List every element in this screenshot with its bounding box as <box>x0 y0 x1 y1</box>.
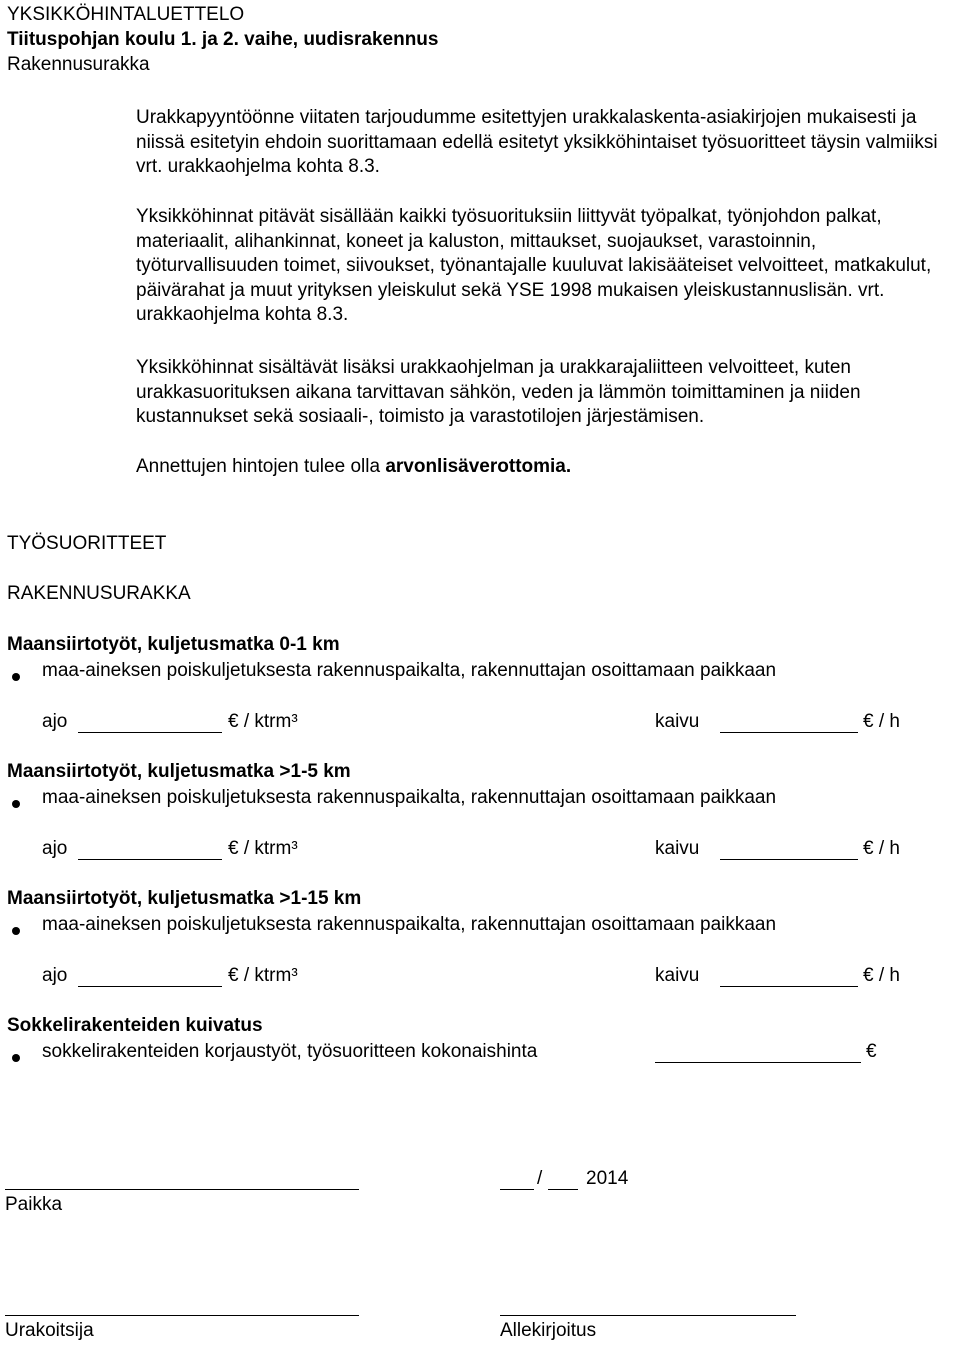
item-heading: Maansiirtotyöt, kuljetusmatka 0-1 km <box>7 634 340 655</box>
kaivu-unit: € / h <box>863 838 900 859</box>
date-year: 2014 <box>586 1168 629 1189</box>
item-bullet-text: maa-aineksen poiskuljetuksesta rakennuspaikalta, rakennuttajan osoittamaan paikkaan <box>42 914 777 935</box>
contractor-field[interactable] <box>5 1315 359 1316</box>
contract-title: RAKENNUSURAKKA <box>7 583 191 604</box>
kaivu-label: kaivu <box>655 838 700 859</box>
item-heading: Maansiirtotyöt, kuljetusmatka >1-5 km <box>7 761 351 782</box>
signature-field[interactable] <box>500 1315 796 1316</box>
vat-note-prefix: Annettujen hintojen tulee olla <box>136 456 386 477</box>
date-separator: / <box>537 1168 543 1189</box>
bullet-icon <box>12 673 20 681</box>
sokkeli-heading: Sokkelirakenteiden kuivatus <box>7 1015 263 1036</box>
ajo-price-field[interactable] <box>78 986 222 987</box>
intro-paragraph-2: Yksikköhinnat pitävät sisällään kaikki työsuorituksiin liittyvät työpalkat, työnjohdon palkat, materiaalit, alihankinnat, koneet ja kaluston, mittaukset, suojaukset, varastoinnin, työturvallisuuden toimet, siivoukset, työnantajalle kuuluvat lakisääteiset velvoitteet, matkakulut, päivärahat ja muut yrityksen yleiskulut sekä YSE 1998 mukaisen yleiskustannuslisän. vrt. urakkaohjelma kohta 8.3. <box>136 206 932 325</box>
ajo-unit: € / ktrm³ <box>228 838 298 859</box>
bullet-icon <box>12 1054 20 1062</box>
document-title: YKSIKKÖHINTALUETTELO <box>7 4 245 25</box>
ajo-price-field[interactable] <box>78 859 222 860</box>
place-field[interactable] <box>5 1189 359 1190</box>
sokkeli-price-field[interactable] <box>655 1062 861 1063</box>
contract-type: Rakennusurakka <box>7 54 150 75</box>
signature-label: Allekirjoitus <box>500 1320 597 1341</box>
date-day-field[interactable] <box>500 1189 534 1190</box>
item-bullet-text: maa-aineksen poiskuljetuksesta rakennuspaikalta, rakennuttajan osoittamaan paikkaan <box>42 660 777 681</box>
document-subtitle: Tiituspohjan koulu 1. ja 2. vaihe, uudisrakennus <box>7 29 439 50</box>
ajo-label: ajo <box>42 965 68 986</box>
work-title: TYÖSUORITTEET <box>7 533 167 554</box>
item-heading: Maansiirtotyöt, kuljetusmatka >1-15 km <box>7 888 362 909</box>
bullet-icon <box>12 800 20 808</box>
vat-note <box>136 455 960 480</box>
ajo-label: ajo <box>42 711 68 732</box>
intro-paragraph-1: Urakkapyyntöönne viitaten tarjoudumme esitettyjen urakkalaskenta-asiakirjojen mukaisesti ja niissä esitetyin ehdoin suorittamaan edellä esitetyt yksikköhintaiset työsuoritteet täysin valmiiksi vrt. urakkaohjelma kohta 8.3. <box>136 107 938 177</box>
vat-note-bold: arvonlisäverottomia. <box>385 456 572 477</box>
ajo-unit: € / ktrm³ <box>228 965 298 986</box>
kaivu-unit: € / h <box>863 711 900 732</box>
date-month-field[interactable] <box>548 1189 578 1190</box>
kaivu-unit: € / h <box>863 965 900 986</box>
intro-paragraph-3: Yksikköhinnat sisältävät lisäksi urakkaohjelman ja urakkarajaliitteen velvoitteet, kuten urakkasuorituksen aikana tarvittavan sähkön, veden ja lämmön toimittaminen ja niiden kustannukset sekä sosiaali-, toimisto ja varastotilojen järjestämisen. <box>136 357 861 427</box>
kaivu-label: kaivu <box>655 965 700 986</box>
sokkeli-bullet-text: sokkelirakenteiden korjaustyöt, työsuoritteen kokonaishinta <box>42 1041 538 1062</box>
kaivu-price-field[interactable] <box>720 986 858 987</box>
ajo-unit: € / ktrm³ <box>228 711 298 732</box>
contractor-label: Urakoitsija <box>5 1320 94 1341</box>
kaivu-price-field[interactable] <box>720 859 858 860</box>
ajo-price-field[interactable] <box>78 732 222 733</box>
kaivu-price-field[interactable] <box>720 732 858 733</box>
bullet-icon <box>12 927 20 935</box>
item-bullet-text: maa-aineksen poiskuljetuksesta rakennuspaikalta, rakennuttajan osoittamaan paikkaan <box>42 787 777 808</box>
ajo-label: ajo <box>42 838 68 859</box>
place-label: Paikka <box>5 1194 63 1215</box>
kaivu-label: kaivu <box>655 711 700 732</box>
sokkeli-unit: € <box>866 1041 877 1062</box>
